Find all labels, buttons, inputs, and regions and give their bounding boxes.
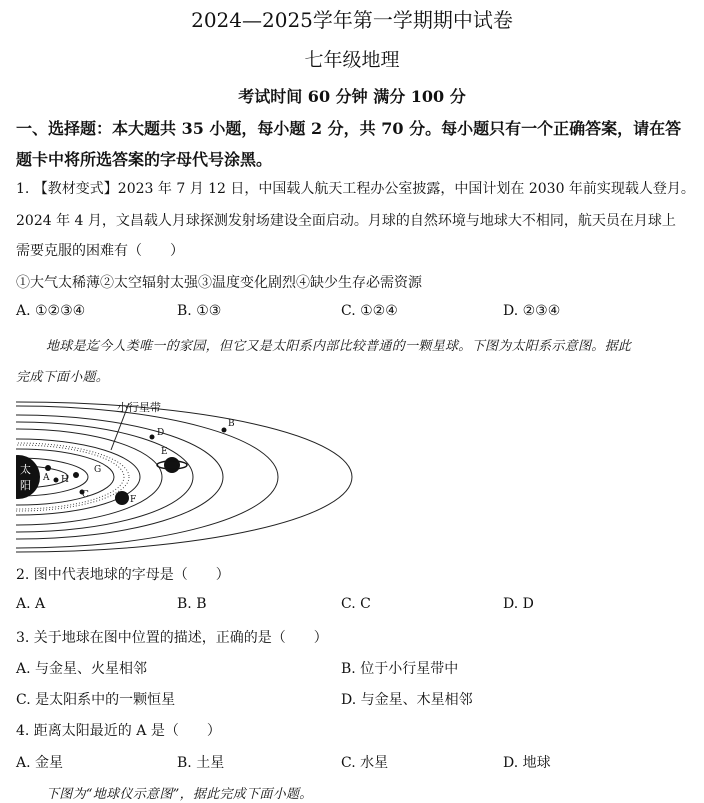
planet-label-f: F bbox=[130, 495, 137, 505]
q1-items: ①大气太稀薄②太空辐射太强③温度变化剧烈④缺少生存必需资源 bbox=[16, 275, 422, 291]
q1-option-d[interactable]: D. ②③④ bbox=[503, 303, 561, 319]
q2-option-b[interactable]: B. B bbox=[177, 596, 207, 612]
sun-label-2: 阳 bbox=[20, 479, 31, 492]
planet-f-mark bbox=[115, 491, 129, 505]
q1-option-a[interactable]: A. ①②③④ bbox=[16, 303, 86, 319]
q3-option-c[interactable]: C. 是太阳系中的一颗恒星 bbox=[16, 692, 176, 708]
intro1-line1: 地球是迄今人类唯一的家园，但它又是太阳系内部比较普通的一颗星球。下图为太阳系示意图。据此 bbox=[46, 339, 632, 354]
q2-option-d[interactable]: D. D bbox=[503, 596, 534, 612]
q1-line2: 2024 年 4 月，文昌载人月球探测发射场建设全面启动。月球的自然环境与地球大不相同，航天员在月球上 bbox=[16, 213, 676, 229]
planet-h-mark bbox=[54, 478, 59, 483]
q1-line1: 1. 【教材变式】2023 年 7 月 12 日，中国载人航天工程办公室披露，中国计划在 2030 年前实现载人登月。 bbox=[16, 181, 695, 197]
exam-title: 2024—2025学年第一学期期中试卷 bbox=[191, 8, 513, 32]
planet-e-mark bbox=[164, 457, 180, 473]
planet-label-a: A bbox=[43, 473, 50, 483]
q4-option-d[interactable]: D. 地球 bbox=[503, 755, 551, 771]
exam-info: 考试时间 60 分钟 满分 100 分 bbox=[238, 87, 466, 106]
q2-option-c[interactable]: C. C bbox=[341, 596, 371, 612]
solar-system-diagram bbox=[16, 401, 366, 553]
section-instruction-line2: 题卡中将所选答案的字母代号涂黑。 bbox=[16, 150, 273, 169]
planet-g-mark bbox=[73, 472, 79, 478]
q4-option-b[interactable]: B. 土星 bbox=[177, 755, 225, 771]
planet-label-d: D bbox=[157, 428, 165, 438]
intro1-line2: 完成下面小题。 bbox=[16, 370, 110, 385]
q3-option-a[interactable]: A. 与金星、火星相邻 bbox=[16, 661, 148, 677]
section-instruction-line1: 一、选择题：本大题共 35 小题，每小题 2 分，共 70 分。每小题只有一个正确答案，请在答 bbox=[16, 119, 682, 138]
q3-stem: 3. 关于地球在图中位置的描述，正确的是（ ） bbox=[16, 630, 328, 646]
planet-label-c: C bbox=[82, 490, 89, 500]
q1-option-b[interactable]: B. ①③ bbox=[177, 303, 222, 319]
planet-d-mark bbox=[150, 435, 155, 440]
asteroid-belt-label: 小行星带 bbox=[117, 401, 161, 414]
planet-label-b: B bbox=[228, 419, 235, 429]
subject-title: 七年级地理 bbox=[304, 49, 400, 71]
sun-label-1: 太 bbox=[20, 463, 31, 476]
q2-option-a[interactable]: A. A bbox=[16, 596, 46, 612]
sun bbox=[16, 455, 40, 499]
planet-label-g: G bbox=[94, 465, 102, 475]
planet-a-mark bbox=[45, 465, 51, 471]
q4-option-c[interactable]: C. 水星 bbox=[341, 755, 389, 771]
q1-option-c[interactable]: C. ①②④ bbox=[341, 303, 398, 319]
q3-option-b[interactable]: B. 位于小行星带中 bbox=[341, 661, 459, 677]
q1-line3: 需要克服的困难有（ ） bbox=[16, 243, 184, 259]
intro2-line1: 下图为“地球仪示意图”，据此完成下面小题。 bbox=[46, 787, 313, 802]
planet-label-h: H bbox=[61, 475, 69, 485]
planet-label-e: E bbox=[161, 447, 168, 457]
q4-stem: 4. 距离太阳最近的 A 是（ ） bbox=[16, 723, 221, 739]
q4-option-a[interactable]: A. 金星 bbox=[16, 755, 64, 771]
planet-b-mark bbox=[222, 428, 227, 433]
q3-option-d[interactable]: D. 与金星、木星相邻 bbox=[341, 692, 473, 708]
q2-stem: 2. 图中代表地球的字母是（ ） bbox=[16, 567, 230, 583]
